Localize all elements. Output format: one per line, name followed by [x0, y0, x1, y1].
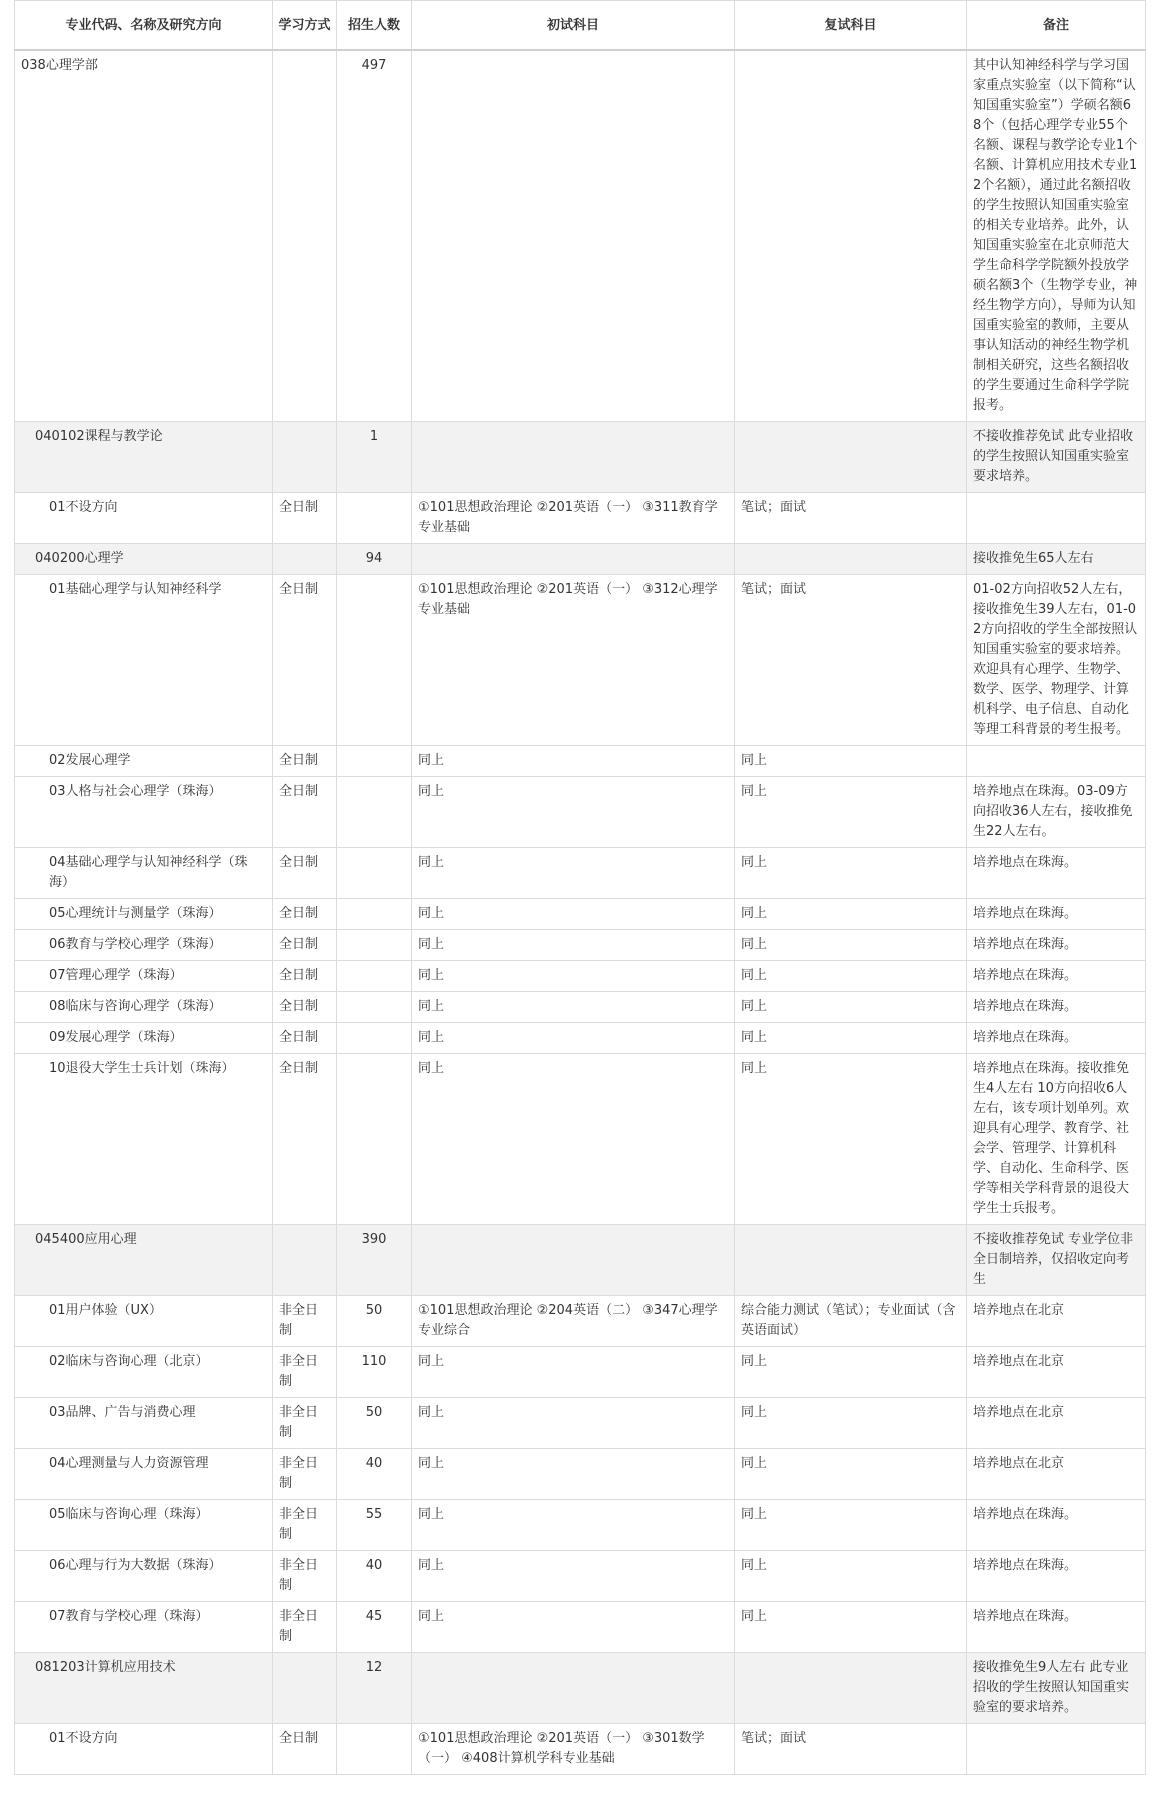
cell-note: 培养地点在珠海。 [967, 1023, 1146, 1054]
cell-major: 038心理学部 [15, 50, 273, 422]
table-row [15, 1398, 1146, 1449]
cell-note: 培养地点在珠海。 [967, 1602, 1146, 1653]
cell-exam: 同上 [412, 1500, 735, 1551]
cell-count [337, 1023, 412, 1054]
cell-note: 培养地点在珠海。 [967, 961, 1146, 992]
cell-retest: 同上 [735, 992, 967, 1023]
header-major: 专业代码、名称及研究方向 [15, 1, 273, 51]
cell-exam: 同上 [412, 1347, 735, 1398]
cell-mode: 非全日制 [273, 1602, 337, 1653]
header-study-mode: 学习方式 [273, 1, 337, 51]
cell-retest: 笔试；面试 [735, 493, 967, 544]
cell-count: 497 [337, 50, 412, 422]
cell-mode: 全日制 [273, 1724, 337, 1775]
cell-major: 09发展心理学（珠海） [15, 1023, 273, 1054]
cell-exam: 同上 [412, 1398, 735, 1449]
cell-exam: ①101思想政治理论 ②204英语（二） ③347心理学专业综合 [412, 1296, 735, 1347]
cell-note: 培养地点在北京 [967, 1296, 1146, 1347]
cell-major: 01用户体验（UX） [15, 1296, 273, 1347]
cell-note: 培养地点在珠海。接收推免生4人左右 10方向招收6人左右，该专项计划单列。欢迎具有心理学、教育学、社会学、管理学、计算机科学、自动化、生命科学、医学等相关学科背景的退役大学生士兵报考。 [967, 1054, 1146, 1225]
cell-major: 07教育与学校心理（珠海） [15, 1602, 273, 1653]
cell-major: 10退役大学生士兵计划（珠海） [15, 1054, 273, 1225]
cell-count [337, 961, 412, 992]
cell-exam [412, 1225, 735, 1296]
cell-exam: 同上 [412, 1602, 735, 1653]
table-row [15, 50, 1146, 422]
cell-major: 02临床与咨询心理（北京） [15, 1347, 273, 1398]
cell-mode: 全日制 [273, 930, 337, 961]
cell-mode [273, 422, 337, 493]
cell-mode [273, 544, 337, 575]
cell-retest: 同上 [735, 777, 967, 848]
table-row [15, 575, 1146, 746]
cell-note: 培养地点在珠海。 [967, 848, 1146, 899]
cell-mode: 全日制 [273, 777, 337, 848]
cell-note: 01-02方向招收52人左右，接收推免生39人左右，01-02方向招收的学生全部按照认知国重实验室的要求培养。欢迎具有心理学、生物学、数学、医学、物理学、计算机科学、电子信息、自动化等理工科背景的考生报考。 [967, 575, 1146, 746]
cell-major: 03品牌、广告与消费心理 [15, 1398, 273, 1449]
cell-retest: 同上 [735, 899, 967, 930]
cell-mode: 非全日制 [273, 1347, 337, 1398]
cell-note: 培养地点在珠海。 [967, 1500, 1146, 1551]
cell-retest: 同上 [735, 1500, 967, 1551]
cell-mode: 全日制 [273, 899, 337, 930]
cell-count: 45 [337, 1602, 412, 1653]
cell-count [337, 930, 412, 961]
cell-retest: 同上 [735, 961, 967, 992]
cell-major: 08临床与咨询心理学（珠海） [15, 992, 273, 1023]
cell-retest: 笔试；面试 [735, 1724, 967, 1775]
cell-count: 55 [337, 1500, 412, 1551]
cell-note: 其中认知神经科学与学习国家重点实验室（以下简称“认知国重实验室”）学硕名额68个（包括心理学专业55个名额、课程与教学论专业1个名额、计算机应用技术专业12个名额），通过此名额招收的学生按照认知国重实验室的相关专业培养。此外，认知国重实验室在北京师范大学生命科学学院额外投放学硕名额3个（生物学专业，神经生物学方向），导师为认知国重实验室的教师，主要从事认知活动的神经生物学机制相关研究，这些名额招收的学生要通过生命科学学院报考。 [967, 50, 1146, 422]
cell-mode: 非全日制 [273, 1551, 337, 1602]
table-row [15, 848, 1146, 899]
cell-retest: 同上 [735, 1551, 967, 1602]
cell-exam: 同上 [412, 1023, 735, 1054]
cell-retest: 同上 [735, 1602, 967, 1653]
cell-exam: ①101思想政治理论 ②201英语（一） ③311教育学专业基础 [412, 493, 735, 544]
cell-note [967, 493, 1146, 544]
table-row [15, 899, 1146, 930]
cell-exam: 同上 [412, 777, 735, 848]
cell-retest: 同上 [735, 1347, 967, 1398]
cell-note: 培养地点在珠海。 [967, 899, 1146, 930]
cell-count: 50 [337, 1296, 412, 1347]
cell-retest: 综合能力测试（笔试）；专业面试（含英语面试） [735, 1296, 967, 1347]
cell-mode [273, 1653, 337, 1724]
cell-major: 05临床与咨询心理（珠海） [15, 1500, 273, 1551]
table-row [15, 961, 1146, 992]
cell-retest: 同上 [735, 1023, 967, 1054]
admissions-table-container [14, 0, 1145, 1775]
cell-count [337, 899, 412, 930]
table-row [15, 493, 1146, 544]
table-row [15, 777, 1146, 848]
cell-retest [735, 1653, 967, 1724]
cell-note: 培养地点在北京 [967, 1347, 1146, 1398]
cell-note: 不接收推荐免试 专业学位非全日制培养，仅招收定向考生 [967, 1225, 1146, 1296]
cell-major: 081203计算机应用技术 [15, 1653, 273, 1724]
cell-note: 培养地点在北京 [967, 1449, 1146, 1500]
cell-mode: 全日制 [273, 1023, 337, 1054]
cell-mode: 非全日制 [273, 1398, 337, 1449]
cell-major: 01不设方向 [15, 493, 273, 544]
table-row [15, 1347, 1146, 1398]
cell-retest: 笔试；面试 [735, 575, 967, 746]
cell-note: 培养地点在珠海。03-09方向招收36人左右，接收推免生22人左右。 [967, 777, 1146, 848]
cell-exam: 同上 [412, 848, 735, 899]
cell-major: 06教育与学校心理学（珠海） [15, 930, 273, 961]
header-notes: 备注 [967, 1, 1146, 51]
cell-note: 接收推免生9人左右 此专业招收的学生按照认知国重实验室的要求培养。 [967, 1653, 1146, 1724]
cell-exam [412, 1653, 735, 1724]
table-row [15, 1296, 1146, 1347]
table-row [15, 746, 1146, 777]
cell-exam: ①101思想政治理论 ②201英语（一） ③301数学（一） ④408计算机学科专业基础 [412, 1724, 735, 1775]
cell-retest: 同上 [735, 1398, 967, 1449]
cell-major: 045400应用心理 [15, 1225, 273, 1296]
table-row [15, 930, 1146, 961]
cell-major: 07管理心理学（珠海） [15, 961, 273, 992]
cell-count: 94 [337, 544, 412, 575]
cell-mode: 全日制 [273, 961, 337, 992]
cell-retest [735, 422, 967, 493]
cell-exam: 同上 [412, 961, 735, 992]
cell-note: 不接收推荐免试 此专业招收的学生按照认知国重实验室要求培养。 [967, 422, 1146, 493]
cell-count [337, 1724, 412, 1775]
cell-mode [273, 1225, 337, 1296]
cell-retest: 同上 [735, 930, 967, 961]
cell-major: 01不设方向 [15, 1724, 273, 1775]
cell-mode [273, 50, 337, 422]
cell-major: 05心理统计与测量学（珠海） [15, 899, 273, 930]
cell-mode: 非全日制 [273, 1296, 337, 1347]
cell-exam: 同上 [412, 746, 735, 777]
cell-major: 04基础心理学与认知神经科学（珠海） [15, 848, 273, 899]
cell-count [337, 777, 412, 848]
cell-exam: 同上 [412, 1551, 735, 1602]
cell-note: 培养地点在珠海。 [967, 930, 1146, 961]
table-row [15, 1602, 1146, 1653]
cell-exam: 同上 [412, 1054, 735, 1225]
header-initial-exam: 初试科目 [412, 1, 735, 51]
cell-count: 50 [337, 1398, 412, 1449]
table-row [15, 1724, 1146, 1775]
table-row [15, 544, 1146, 575]
cell-exam: 同上 [412, 930, 735, 961]
cell-mode: 全日制 [273, 746, 337, 777]
cell-mode: 非全日制 [273, 1500, 337, 1551]
table-row [15, 992, 1146, 1023]
cell-exam [412, 422, 735, 493]
cell-note: 培养地点在珠海。 [967, 992, 1146, 1023]
cell-retest [735, 544, 967, 575]
cell-retest: 同上 [735, 1054, 967, 1225]
table-row [15, 1551, 1146, 1602]
cell-major: 02发展心理学 [15, 746, 273, 777]
cell-exam [412, 544, 735, 575]
cell-note [967, 1724, 1146, 1775]
cell-mode: 全日制 [273, 493, 337, 544]
cell-exam: 同上 [412, 899, 735, 930]
cell-exam: 同上 [412, 1449, 735, 1500]
table-row [15, 1054, 1146, 1225]
cell-note: 培养地点在珠海。 [967, 1551, 1146, 1602]
cell-count: 1 [337, 422, 412, 493]
cell-count: 40 [337, 1551, 412, 1602]
cell-major: 03人格与社会心理学（珠海） [15, 777, 273, 848]
cell-mode: 全日制 [273, 992, 337, 1023]
cell-count [337, 493, 412, 544]
admissions-table [14, 0, 1146, 1775]
cell-note: 培养地点在北京 [967, 1398, 1146, 1449]
cell-count: 390 [337, 1225, 412, 1296]
cell-retest [735, 50, 967, 422]
table-row [15, 1500, 1146, 1551]
cell-major: 04心理测量与人力资源管理 [15, 1449, 273, 1500]
cell-count [337, 575, 412, 746]
table-row [15, 1225, 1146, 1296]
cell-mode: 全日制 [273, 575, 337, 746]
table-header-row [15, 1, 1146, 51]
cell-count [337, 1054, 412, 1225]
cell-major: 040200心理学 [15, 544, 273, 575]
cell-mode: 全日制 [273, 848, 337, 899]
table-row [15, 1023, 1146, 1054]
cell-retest: 同上 [735, 848, 967, 899]
table-row [15, 1449, 1146, 1500]
cell-count: 12 [337, 1653, 412, 1724]
cell-mode: 全日制 [273, 1054, 337, 1225]
cell-note: 接收推免生65人左右 [967, 544, 1146, 575]
cell-major: 01基础心理学与认知神经科学 [15, 575, 273, 746]
cell-exam: ①101思想政治理论 ②201英语（一） ③312心理学专业基础 [412, 575, 735, 746]
cell-count [337, 992, 412, 1023]
cell-retest: 同上 [735, 1449, 967, 1500]
cell-exam: 同上 [412, 992, 735, 1023]
cell-major: 06心理与行为大数据（珠海） [15, 1551, 273, 1602]
table-row [15, 422, 1146, 493]
table-row [15, 1653, 1146, 1724]
header-retest: 复试科目 [735, 1, 967, 51]
cell-mode: 非全日制 [273, 1449, 337, 1500]
header-enrollment: 招生人数 [337, 1, 412, 51]
cell-count [337, 848, 412, 899]
cell-retest [735, 1225, 967, 1296]
cell-count: 110 [337, 1347, 412, 1398]
cell-major: 040102课程与教学论 [15, 422, 273, 493]
cell-count [337, 746, 412, 777]
cell-count: 40 [337, 1449, 412, 1500]
cell-retest: 同上 [735, 746, 967, 777]
cell-exam [412, 50, 735, 422]
cell-note [967, 746, 1146, 777]
